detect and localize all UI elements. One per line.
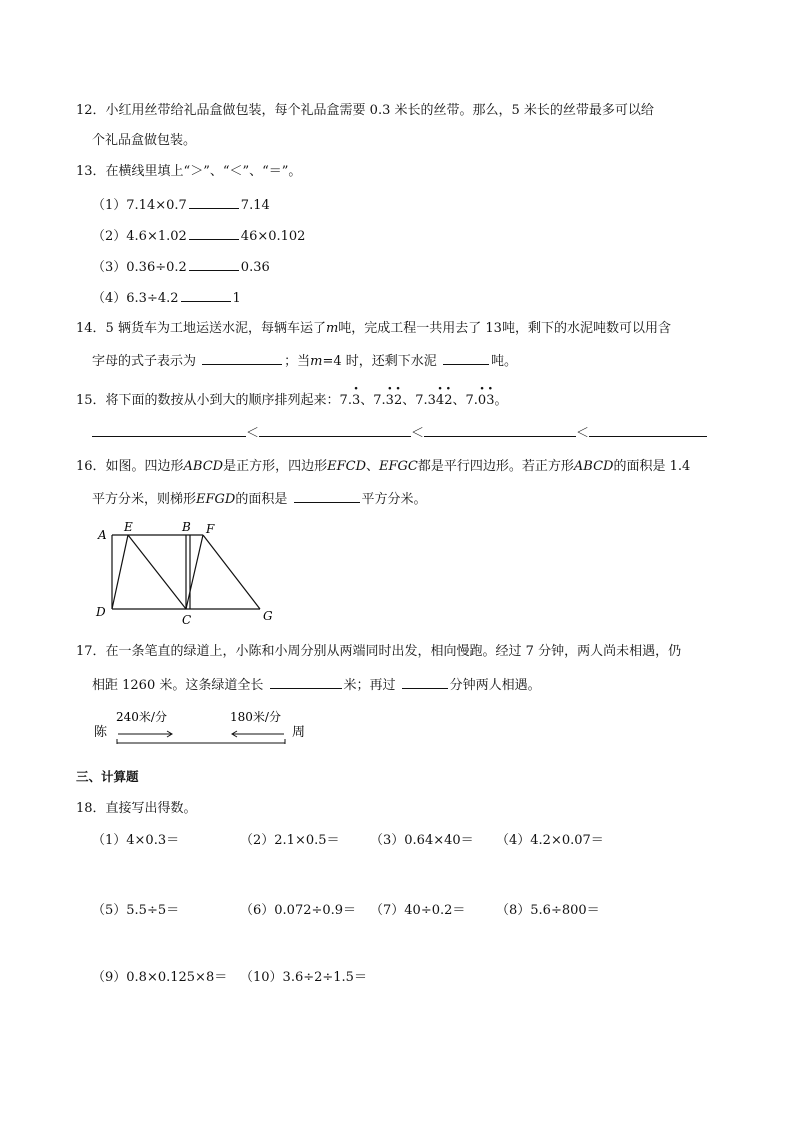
q14-remaining-blank[interactable]	[443, 351, 489, 365]
label-f: F	[206, 522, 215, 536]
fig-chen-label: 陈	[94, 725, 108, 740]
q13-item-3	[92, 257, 270, 277]
q16-geometry-figure	[90, 518, 290, 630]
q17-minutes-blank[interactable]	[402, 675, 448, 689]
q18-item-10: （10）3.6÷2÷1.5＝	[240, 970, 367, 985]
label-d: D	[96, 605, 106, 619]
q13-item-4-blank[interactable]	[181, 288, 231, 302]
q13-stem: 13．在横线里填上“＞”、“＜”、“＝”。	[76, 164, 302, 179]
q14-line1-a: 14．5 辆货车为工地运送水泥，每辆车运了	[76, 321, 326, 336]
q12-line2	[92, 132, 196, 150]
q15-order-blanks	[92, 424, 707, 443]
q15-lt-1: ＜	[246, 426, 260, 441]
label-g: G	[263, 609, 273, 623]
q14-line2-b: ；当	[284, 354, 311, 369]
q15-number-3: 7.34 ·2 ·	[415, 393, 452, 408]
q14-line2-a: 字母的式子表示为	[92, 354, 197, 369]
q15-number-2: 7.3 ·2 ·	[373, 393, 402, 408]
q13-item-1-right: 7.14	[240, 198, 270, 213]
q17-length-blank[interactable]	[270, 675, 342, 689]
q17-motion-figure	[90, 708, 330, 750]
q13-item-4-right: 1	[232, 291, 241, 306]
q14-var-m: m	[325, 321, 339, 336]
q15-lt-2: ＜	[411, 426, 425, 441]
q14-line2	[92, 351, 517, 371]
q18-item-3: （3）0.64×40＝	[370, 833, 474, 848]
q16-area-blank[interactable]	[294, 489, 360, 503]
q15-number-1: 7.3 ·	[340, 393, 361, 408]
q13-item-3-label: （3）0.36÷0.2	[92, 260, 187, 275]
q15-blank-4[interactable]	[589, 424, 707, 437]
q13-item-2-blank[interactable]	[189, 226, 239, 240]
q12-line2-text: 个礼品盒做包装。	[92, 133, 197, 148]
q13-item-1-blank[interactable]	[189, 195, 239, 209]
q15-lt-3: ＜	[576, 426, 590, 441]
q16-line2: 平方分米，则梯形EFGD的面积是 平方分米。	[92, 489, 427, 509]
label-c: C	[182, 613, 192, 627]
q14-line1-b: 吨，完成工程一共用去了 13吨，剩下的水泥吨数可以用含	[338, 321, 671, 336]
section-heading-calculation: 三、计算题	[76, 769, 139, 784]
q12-line1: 12．小红用丝带给礼品盒做包装，每个礼品盒需要 0.3 米长的丝带。那么，5 米长的丝带最多可以给	[76, 103, 654, 118]
label-b: B	[182, 520, 191, 534]
q18-stem: 18．直接写出得数。	[76, 801, 197, 816]
label-a: A	[98, 528, 107, 542]
q17-line2: 相距 1260 米。这条绿道全长 米；再过 分钟两人相遇。	[92, 675, 541, 695]
q13-item-3-right: 0.36	[240, 260, 270, 275]
q15-stem: 15．将下面的数按从小到大的顺序排列起来：7.3 ·、7.3 ·2 ·、7.34 ·2 ·、7.0 ·3 ·。	[76, 392, 507, 410]
q14-var-m-2: m	[310, 354, 323, 369]
q15-number-4: 7.0 ·3 ·	[466, 393, 495, 408]
q13-item-1-label: （1）7.14×0.7	[92, 198, 187, 213]
q14-line1	[76, 320, 671, 338]
q13-item-4-label: （4）6.3÷4.2	[92, 291, 179, 306]
q17-line1: 17．在一条笔直的绿道上，小陈和小周分别从两端同时出发，相向慢跑。经过 7 分钟，两人尚未相遇，仍	[76, 644, 682, 659]
q18-item-1: （1）4×0.3＝	[92, 833, 180, 848]
q18-item-7: （7）40÷0.2＝	[370, 903, 466, 918]
q13-item-2-label: （2）4.6×1.02	[92, 229, 187, 244]
q13-item-1	[92, 195, 270, 215]
q13-item-4	[92, 288, 241, 308]
q18-item-2: （2）2.1×0.5＝	[240, 833, 340, 848]
q16-line1: 16．如图。四边形ABCD是正方形，四边形EFCD、EFGC都是平行四边形。若正方形ABCD的面积是 1.4	[76, 459, 691, 474]
q15-blank-2[interactable]	[259, 424, 411, 437]
q13-item-3-blank[interactable]	[189, 257, 239, 271]
q18-item-8: （8）5.6÷800＝	[496, 903, 600, 918]
q18-item-5: （5）5.5÷5＝	[92, 903, 180, 918]
fig-chen-speed: 240米/分	[116, 710, 167, 724]
q14-line2-d: 吨。	[490, 354, 517, 369]
fig-zhou-speed: 180米/分	[230, 710, 281, 724]
label-e: E	[124, 520, 133, 534]
q14-expression-blank[interactable]	[202, 351, 282, 365]
q13-item-2	[92, 226, 305, 246]
q18-item-4: （4）4.2×0.07＝	[496, 833, 604, 848]
q15-stem-text: 15．将下面的数按从小到大的顺序排列起来：	[76, 393, 340, 408]
q15-blank-1[interactable]	[92, 424, 246, 437]
fig-zhou-label: 周	[292, 725, 306, 740]
q15-blank-3[interactable]	[424, 424, 576, 437]
q18-item-6: （6）0.072÷0.9＝	[240, 903, 357, 918]
q18-item-9: （9）0.8×0.125×8＝	[92, 970, 228, 985]
q14-line2-c: =4 时，还剩下水泥	[322, 354, 437, 369]
q13-item-2-right: 46×0.102	[240, 229, 306, 244]
